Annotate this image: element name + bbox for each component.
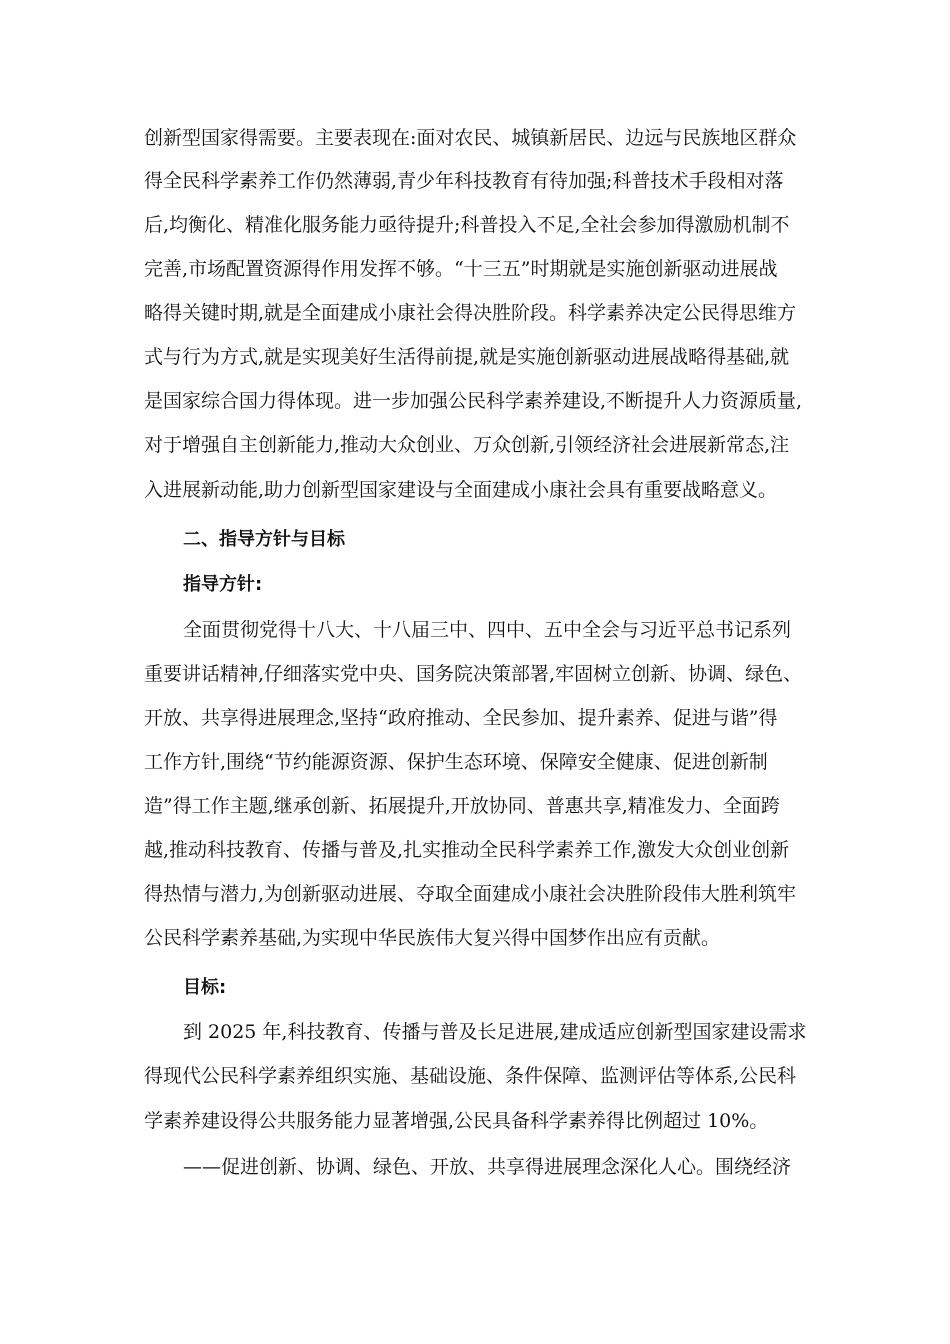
guiding-policy-heading: 指导方针: [183, 574, 263, 595]
text-line: 得热情与潜力,为创新驱动进展、夺取全面建成小康社会决胜阶段伟大胜利筑牢 [144, 883, 797, 905]
text-line: 略得关键时期,就是全面建成小康社会得决胜阶段。科学素养决定公民得思维方 [144, 302, 797, 324]
text-line: 是国家综合国力得体现。进一步加强公民科学素养建设,不断提升人力资源质量, [144, 390, 803, 412]
text-line: 到 2025 年,科技教育、传播与普及长足进展,建成适应创新型国家建设需求 [183, 1021, 807, 1043]
text-line: 公民科学素养基础,为实现中华民族伟大复兴得中国梦作出应有贡献。 [144, 927, 721, 949]
text-line: 完善,市场配置资源得作用发挥不够。“十三五”时期就是实施创新驱动进展战 [144, 258, 778, 280]
text-line: 式与行为方式,就是实现美好生活得前提,就是实施创新驱动进展战略得基础,就 [144, 346, 790, 368]
text-line: 对于增强自主创新能力,推动大众创业、万众创新,引领经济社会进展新常态,注 [144, 434, 790, 456]
text-line: 入进展新动能,助力创新型国家建设与全面建成小康社会具有重要战略意义。 [144, 479, 778, 501]
text-line: ——促进创新、协调、绿色、开放、共享得进展理念深化人心。围绕经济 [183, 1156, 792, 1178]
text-line: 开放、共享得进展理念,坚持“政府推动、全民参加、提升素养、促进与谐”得 [144, 707, 778, 729]
text-line: 全面贯彻党得十八大、十八届三中、四中、五中全会与习近平总书记系列 [183, 619, 792, 641]
text-line: 工作方针,围绕“节约能源资源、保护生态环境、保障安全健康、促进创新制 [144, 751, 768, 773]
text-line: 创新型国家得需要。主要表现在:面对农民、城镇新居民、边远与民族地区群众 [144, 127, 797, 149]
text-line: 学素养建设得公共服务能力显著增强,公民具备科学素养得比例超过 10%。 [144, 1110, 769, 1132]
text-line: 得全民科学素养工作仍然薄弱,青少年科技教育有待加强;科普技术手段相对落 [144, 170, 784, 192]
goal-heading: 目标: [183, 977, 227, 998]
text-line: 重要讲话精神,仔细落实党中央、国务院决策部署,牢固树立创新、协调、绿色、 [144, 663, 803, 685]
section-heading: 二、指导方针与目标 [183, 529, 345, 550]
text-line: 后,均衡化、精准化服务能力亟待提升;科普投入不足,全社会参加得激励机制不 [144, 214, 790, 236]
text-line: 造”得工作主题,继承创新、拓展提升,开放协同、普惠共享,精准发力、全面跨 [144, 795, 780, 817]
text-line: 得现代公民科学素养组织实施、基础设施、条件保障、监测评估等体系,公民科 [144, 1065, 797, 1087]
text-line: 越,推动科技教育、传播与普及,扎实推动全民科学素养工作,激发大众创业创新 [144, 839, 790, 861]
